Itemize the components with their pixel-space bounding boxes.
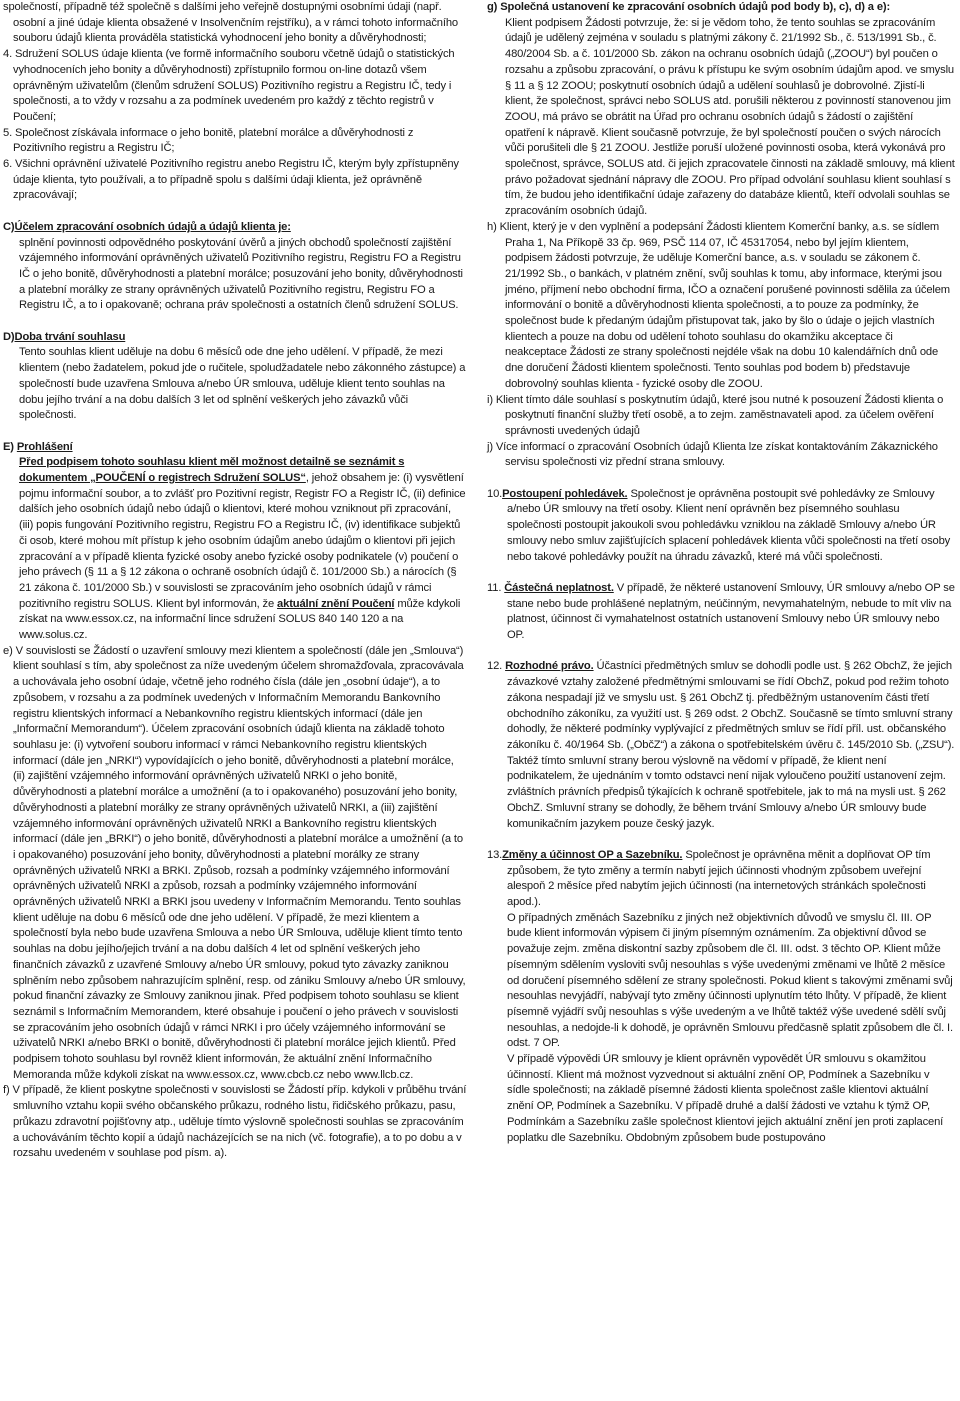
section-13-para-3: V případě výpovědi ÚR smlouvy je klient oprávněn vypovědět ÚR smlouvu s okamžitou účinností. Klient má možnost vyzvednout si aktuální znění OP, Podmínek a Sazebníku v sídle společnosti; na základě písemné žádosti klienta společnost zašle klientovi aktuální znění OP, Podmínek a Sazebníku. V případě druhé a další žádosti ve vztahu k týmž OP, Podmínkám a Sazebníku zašle společnost klientovi jejich aktuální znění jen proti zaplacení poplatku dle Sazebníku. Obdobným způsobem bude postupováno bbox=[507, 1053, 944, 1144]
item-4: 4. Sdružení SOLUS údaje klienta (ve formě informačního souboru včetně údajů o statistických vyhodnoceních jeho bonity a důvěryhodnosti) zpřístupnilo formou on-line dotazů všem oprávněným uživatelům (členům sdružení SOLUS) Pozitivního registru a Registru IČ, tedy i společnosti, a to vždy v rozsahu a za podmínek uvedeném pro každý z těchto registrů v Poučení; bbox=[3, 48, 455, 123]
section-e-title: Prohlášení bbox=[16, 440, 73, 453]
section-10-title: Postoupení pohledávek. bbox=[502, 487, 628, 500]
section-11: 11. Částečná neplatnost. V případě, že některé ustanovení Smlouvy, ÚR smlouvy a/nebo OP se stane nebo bude prohlášené neplatným, neúčinným, nevymahatelným, nebude to mít vliv na platnost, účinnost či vymahatelnost ostatních ustanovení Smlouvy nebo ÚR smlouvy nebo OP. bbox=[487, 581, 955, 642]
left-column bbox=[3, 0, 467, 1162]
section-13-para-2: O případných změnách Sazebníku z jiných než objektivních důvodů ve smyslu čl. III. OP bude klient informován výpisem či jiným písemným oznámením. Za objektivní důvod se považuje zejm. změna diskontní sazby způsobem dle čl. III. odst. 3 těchto OP. Klient může písemným sdělením vysloviti svůj nesouhlas s výše uvedenými změnami ve lhůtě 2 měsíce od doručení písemného sdělení ze strany společnosti. Pokud klient s takovými změnami svůj nesouhlas nevyjádří, nabývají tyto změny účinnosti uplynutím této lhůty. V případě, že klient písemně vyjádří svůj nesouhlas s výše uvedeným a ve lhůtě taktéž výše uvedené sdělí svůj nesouhlas, a nedojde-li k dohodě, je oprávněn Smlouvu předčasně splatit způsobem dle čl. I. odst. 7 OP. bbox=[507, 911, 953, 1050]
section-g-title: g) Společná ustanovení ke zpracování osobních údajů pod body b), c), d) a e): bbox=[487, 1, 891, 13]
section-e-text: Před podpisem tohoto souhlasu klient měl možnost detailně se seznámit s dokumentem „POUČENÍ o registrech Sdružení SOLUS“, jehož obsahem je: (i) vysvětlení pojmu informační soubor, a to zvlášť pro Pozitivní registr, Registr FO a Registr IČ, (ii) definice dalších jeho osobních údajů nebo údajů o klientovi, které mohou vzniknout při zpracování, (iii) popis fungování Pozitivního registru, Registru FO a Registru IČ, (iv) identifikace subjektů či osob, které mohou mít přístup k jeho osobním údajům anebo údajům o klientovi při jejich zpracování a v případě klienta fyzické osoby anebo fyzické osoby podnikatele (v) poučení o jeho právech (§ 11 a § 12 zákona o ochraně osobních údajů č. 101/2000 Sb.) a nárocích (§ 21 zákona č. 101/2000 Sb.) v souvislosti se zpracováním jeho osobních údajů v rámci pozitivního registru SOLUS. Klient byl informován, že aktuální znění Poučení může kdykoli získat na www.essox.cz, na informační lince sdružení SOLUS 840 140 120 a na www.solus.cz. bbox=[19, 456, 466, 642]
section-10: 10.Postoupení pohledávek. Společnost je oprávněna postoupit své pohledávky ze Smlouvy a/nebo ÚR smlouvy na třetí osoby. Klient není oprávněn bez písemného souhlasu společnosti postoupit jakoukoli svou pohledávku vzniklou na základě Smlouvy a/nebo ÚR smlouvy nebo smluv zajišťujících splacení pohledávek klienta vůči společnosti na třetí osoby nebo takové pohledávky použít na úhradu závazků, které má vůči společnosti. bbox=[487, 487, 951, 563]
section-e-bold-intro: Před podpisem tohoto souhlasu klient měl možnost detailně se seznámit s dokumentem „POUČENÍ o registrech Sdružení SOLUS“ bbox=[19, 456, 405, 485]
section-c-heading: C)Účelem zpracování osobních údajů a údajů klienta je: bbox=[3, 220, 291, 233]
intro-paragraph: společností, případně též společně s dalšími jeho veřejně dostupnými osobními údaji (např. osobní a jiné údaje klienta obsažené v Insolvenčním rejstříku), a v rámci tohoto informačního souboru údajů klienta prováděla statistická vyhodnocení jeho bonity a důvěryhodnosti; bbox=[3, 1, 458, 45]
section-c-title: Účelem zpracování osobních údajů a údajů klienta je: bbox=[14, 220, 291, 233]
right-column bbox=[487, 0, 955, 1146]
section-12: 12. Rozhodné právo. Účastníci předmětných smluv se dohodli podle ust. § 262 ObchZ, že jejich závazkové vztahy založené předmětnými smlouvami se řídí ObchZ, pokud pod režim tohoto zákona nespadají již ve smyslu ust. § 261 ObchZ tj. předběžným ustanovením části třetí obchodního zákoníku, za využití ust. § 269 odst. 2 ObchZ. Současně se tímto smluvní strany dohodly, že některé podmínky vyplývající z předmětných smluv se řídí příl. ust. občanského zákoníku č. 40/1964 Sb. („ObčZ“) a zákona o spotřebitelském úvěru č. 145/2010 Sb. („ZSU“). Taktéž tímto smluvní strany berou výslovně na vědomí v případě, že klient není podnikatelem, že ujednáním v tomto odstavci není nijak vyloučeno použití ustanovení zejm. zvláštních právních předpisů týkajících k ochraně spotřebitele, jak to má na mysli ust. § 262 ObchZ. Smluvní strany se dohodly, že během trvání Smlouvy a/nebo ÚR smlouvy bude komunikačním jazykem pouze český jazyk. bbox=[487, 660, 955, 830]
section-c-text: splnění povinnosti odpovědného poskytování úvěrů a jiných obchodů společností zajištění vzájemného informování oprávněných uživatelů Pozitivního registru, Registru FO a Registru IČ o jeho bonitě, důvěryhodnosti a platební morálce; posuzování jeho bonity, důvěryhodnosti a platební morálky ze strany oprávněných uživatelů Pozitivního registru, Registru FO a Registru IČ, a to i opakovaně; ochrana práv společnosti a ostatních členů sdružení SOLUS. bbox=[19, 236, 463, 312]
section-e-heading: E) Prohlášení bbox=[3, 440, 73, 453]
section-h-text: h) Klient, který je v den vyplnění a podepsání Žádosti klientem Komerční banky, a.s. se sídlem Praha 1, Na Příkopě 33 čp. 969, PSČ 114 07, IČ 45317054, nebo byl jejím klientem, podpisem žádosti potvrzuje, že uděluje Komerční bance, a.s. v souladu se zákonem č. 21/1992 Sb., o bankách, v platném znění, svůj souhlas k tomu, aby informace, kterými jsou jméno, příjmení nebo obchodní firma, IČO a označení porušené povinnosti sdělila za účelem informování o bonitě a důvěryhodnosti klienta společnosti, a to pouze za podmínky, že společnost bude k předaným údajům přistupovat tak, jako by šlo o údaje o jejich vlastních klientech a pouze na dobu od udělení tohoto souhlasu do okamžiku akceptace či neakceptace Žádosti ze strany společnosti nejdéle však na dobu 10 kalendářních dnů ode dne doručení Žádosti klientem společnosti. Tento souhlas pod bodem b) představuje dobrovolný souhlas klienta - fyzické osoby dle ZOOU. bbox=[487, 220, 950, 390]
item-5: 5. Společnost získávala informace o jeho bonitě, platební morálce a důvěryhodnosti z Pozitivního registru a Registru IČ; bbox=[3, 126, 414, 155]
current-notice-link: aktuální znění Poučení bbox=[277, 597, 395, 610]
section-d-text: Tento souhlas klient uděluje na dobu 6 měsíců ode dne jeho udělení. V případě, že mezi klientem (nebo žadatelem, pokud jde o ručitele, spoludžadatele nebo zákonného zástupce) a společností bude uzavřena Smlouva a/nebo ÚR smlouva, uděluje klient tento souhlas na dobu jejího trvání a na dobu dalších 3 let od splnění veškerých jeho závazků vůči společnosti. bbox=[19, 346, 466, 422]
item-6: 6. Všichni oprávnění uživatelé Pozitivního registru anebo Registru IČ, kterým byly zpřístupněny údaje klienta, tyto používali, a to případně spolu s dalšími údaji klienta, jež oprávněně zpracovávají; bbox=[3, 158, 459, 202]
section-12-title: Rozhodné právo. bbox=[505, 660, 594, 673]
item-f: f) V případě, že klient poskytne společnosti v souvislosti se Žádostí příp. kdykoli v průběhu trvání smluvního vztahu kopii svého občanského průkazu, rodného listu, řidičského průkazu, pasu, průkazu zdravotní pojišťovny atp., uděluje tímto výslovně společnosti souhlas se zpracováním a uchováváním těchto kopií a údajů nacházejících se na nich (vč. fotografie), a to po dobu a v rozsahu uvedeném v souhlase pod písm. a). bbox=[3, 1084, 467, 1160]
section-11-title: Částečná neplatnost. bbox=[504, 581, 614, 594]
item-e: e) V souvislosti se Žádostí o uzavření smlouvy mezi klientem a společností (dále jen „Smlouva“) klient souhlasí s tím, aby společnost za níže uvedeným účelem shromažďovala, zpracovávala a uchovávala jeho osobní údaje, včetně jeho rodného čísla (dále jen „osobní údaje“), a to způsobem, v rozsahu a za podmínek uvedených v Informačním Memorandu Bankovního registru klientských informací a Nebankovního registru klientských informací (dále jen „Informační Memorandum“). Účelem zpracování osobních údajů klienta na základě tohoto souhlasu je: (i) vytvoření souboru informací v rámci Nebankovního registru klientských informací (dále jen „NRKI“) vypovídajících o jeho bonitě, důvěryhodnosti a platební morálce, (ii) zajištění vzájemného informování oprávněných uživatelů NRKI o jeho bonitě, důvěryhodnosti a platební morálce a umožnění (a to i opakovaného) posuzování jeho bonity, důvěryhodnosti a platební morálky ze strany oprávněných uživatelů NRKI, a (iii) zajištění vzájemného informování oprávněných uživatelů NRKI a Bankovního registru klientských informací (dále jen „BRKI“) o jeho bonitě, důvěryhodnosti a platební morálce a umožnění (a to i opakovaného) posuzování jeho bonity, důvěryhodnosti a platební morálky ze strany oprávněných uživatelů NRKI a BRKI. Způsob, rozsah a podmínky vzájemného informování oprávněných uživatelů NRKI a způsob, rozsah a podmínky vzájemného informování oprávněných uživatelů NRKI a BRKI jsou uvedeny v Informačním Memorandu. Tento souhlas klient uděluje na dobu 6 měsíců ode dne jeho udělení. V případě, že mezi klientem a společností byla nebo bude uzavřena Smlouva a nebo ÚR Smlouva, uděluje klient tímto tento souhlas na dobu jejího/jejich trvání a na dobu dalších 4 let od splnění veškerých jeho finančních závazků z uzavřené Smlouvy a/nebo ÚR smlouvy, pokud tyto závazky zaniknou splněním nebo způsobem nahrazujícím splnění, resp. od zániku Smlouvy a/nebo ÚR smlouvy, pokud finanční závazky ze Smlouvy zaniknou jinak. Před podpisem tohoto souhlasu se klient seznámil s Informačním Memorandem, které obsahuje i poučení o jeho právech v souvislosti se zpracováním jeho osobních údajů v rámci NRKI i pro účely vzájemného informování se uživatelů NRKI a/nebo BRKI o bonitě, důvěryhodnosti či platební morálce jejich klientů. Před podpisem tohoto souhlasu byl rovněž klient informován, že aktuální znění Informačního Memoranda může kdykoli získat na www.essox.cz, www.cbcb.cz nebo www.llcb.cz. bbox=[3, 644, 466, 1081]
section-13: 13.Změny a účinnost OP a Sazebníku. Společnost je oprávněna měnit a doplňovat OP tím způsobem, že tyto změny a termín nabytí jejich účinnosti vhodným způsobem uveřejní alespoň 2 měsíce před nabytím jejich účinnosti (na internetových stránkách společnosti apod.). bbox=[487, 848, 931, 909]
section-13-title: Změny a účinnost OP a Sazebníku. bbox=[502, 848, 683, 861]
section-d-heading: D)Doba trvání souhlasu bbox=[3, 330, 126, 343]
section-g-text: Klient podpisem Žádosti potvrzuje, že: si je vědom toho, že tento souhlas se zpracováním údajů je udělený zejména v souladu s platnými zákony č. 21/1992 Sb., č. 513/1991 Sb., č. 480/2004 Sb. a č. 101/2000 Sb. zákon na ochranu osobních údajů („ZOOU“) byl poučen o rozsahu a způsobu zpracování, o právu k přístupu ke svým osobním údajům apod. ve smyslu § 11 a § 12 ZOOU; poskytnutí osobních údajů a udělení souhlasů je dobrovolné. Zjistí-li klient, že společnost, správci nebo SOLUS atd. porušili některou z povinností stanovenou jim ZOOU, má právo se obrátit na Úřad pro ochranu osobních údajů s žádostí o zajištění opatření k nápravě. Klient současně potvrzuje, že byl společností poučen o svých nárocích vůči porušiteli dle § 21 ZOOU. Jestliže poruší uložené povinnosti osoba, která vykonává pro společnost, správce, SOLUS atd. či jejich zpracovatele činnosti na základě smlouvy, má klient právo požadovat sjednání nápravy dle ZOOU. Pro případ odvolání souhlasu klient souhlasí s tím, že budou jeho identifikační údaje zařazeny do databáze klientů, kteří odvolali souhlas se zpracováním osobních údajů. bbox=[505, 16, 955, 218]
section-i-text: i) Klient tímto dále souhlasí s poskytnutím údajů, které jsou nutné k posouzení Žádosti klienta o poskytnutí finanční služby třetí osobě, a to zejm. zaměstnavateli apod. za účelem ověření správnosti uvedených údajů bbox=[487, 393, 944, 437]
section-d-title: Doba trvání souhlasu bbox=[14, 330, 126, 343]
section-j-text: j) Více informací o zpracování Osobních údajů Klienta lze získat kontaktováním Zákaznického servisu společnosti viz přední strana smlouvy. bbox=[487, 440, 938, 469]
